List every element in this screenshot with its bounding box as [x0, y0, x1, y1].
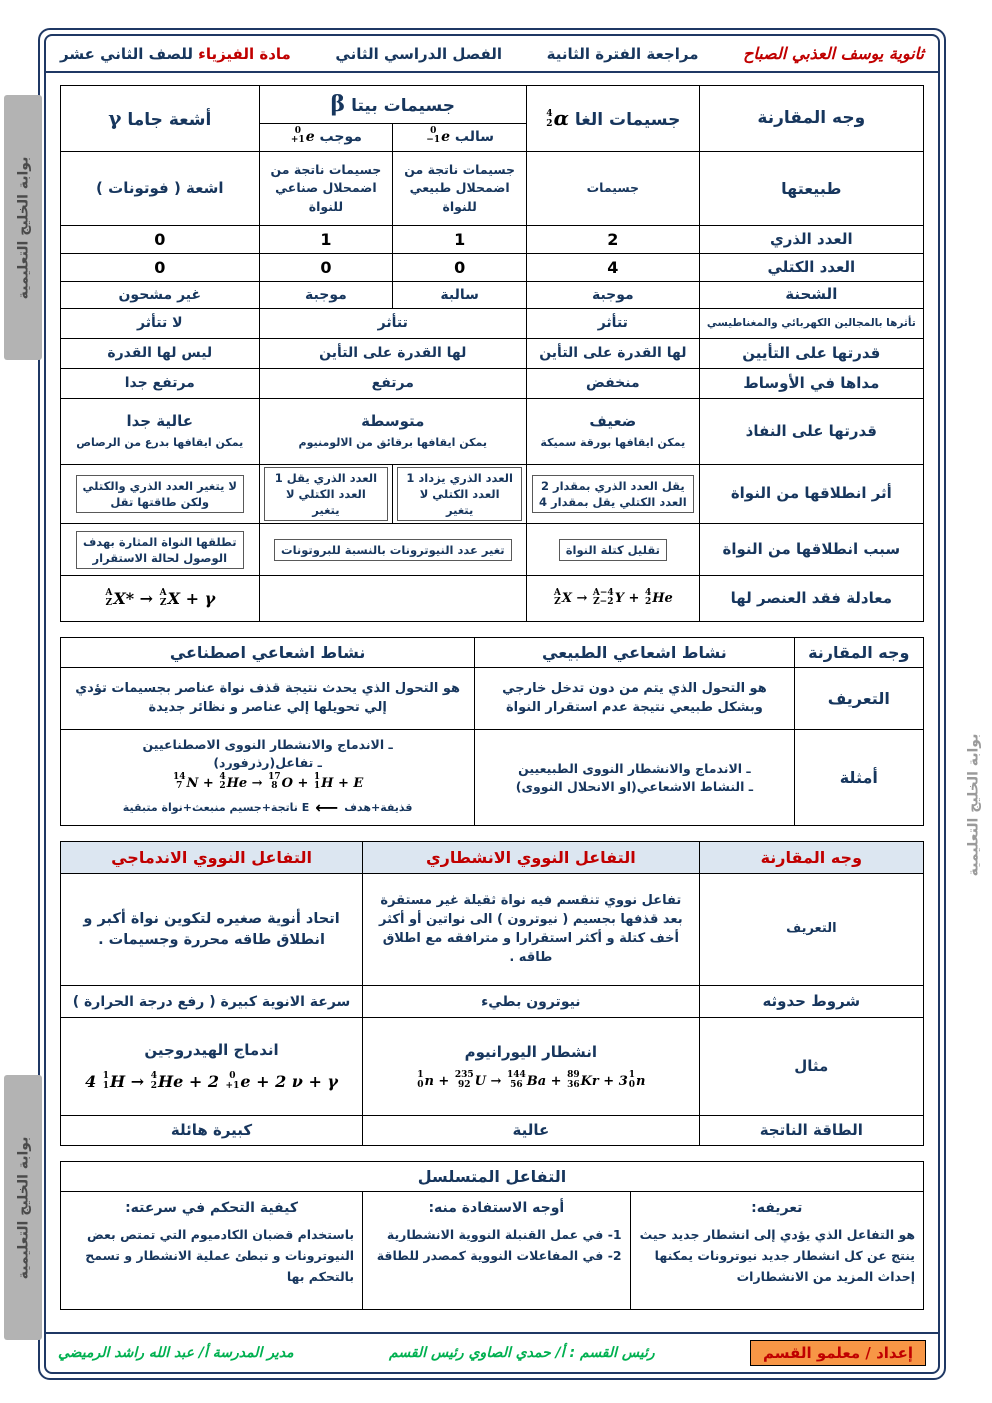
chain-reaction-table — [60, 1161, 924, 1310]
radioactivity-comparison-table — [60, 637, 924, 826]
page-header — [46, 36, 938, 73]
cell-example-fusion: اندماج الهيدروجين 4 1 1 H → 4 2 He + 2 0 +1 e + 2 ν + γ — [61, 1018, 363, 1116]
cell-chain-definition — [630, 1192, 923, 1310]
row-label-penetration: قدرتها على النفاذ — [699, 399, 923, 465]
row-label-definition: التعريف — [794, 668, 923, 730]
long-arrow-icon: ⟵ — [315, 798, 339, 818]
cell-ionization-gamma: ليس لها القدرة — [61, 339, 260, 369]
cell-reason-alpha: تقليل كتلة النواة — [527, 524, 700, 576]
cell-mass-beta-negative: 0 — [393, 254, 527, 282]
cell-chain-uses — [363, 1192, 631, 1310]
row-label-energy: الطاقة الناتجة — [699, 1116, 923, 1146]
beta-symbol: β — [330, 90, 346, 117]
chain-use-item: 1- في عمل القنبلة النووية الانشطارية — [386, 1226, 622, 1242]
chain-use-item: 2- في المفاعلات النووية كمصدر للطاقة — [376, 1247, 622, 1263]
beta-positive-symbol: 0 +1 e — [290, 125, 315, 146]
cell-conditions-fusion: سرعة الانوية كبيرة ( رفع درجة الحرارة ) — [61, 986, 363, 1018]
cell-definition-artificial: هو التحول الذي يحدث نتيجة قذف نواة عناصر بجسيمات تؤدي إلي تحويلها إلي عناصر و نظائر جديدة — [61, 668, 475, 730]
row-label-atomic-number: العدد الذري — [699, 226, 923, 254]
cell-effect-beta-negative: العدد الذري يزداد 1 العدد الكتلي لا يتغير — [393, 465, 527, 524]
beta-negative-symbol: 0 −1 e — [426, 125, 451, 146]
cell-atomic-gamma: 0 — [61, 226, 260, 254]
row-label-fields: تأثرها بالمجالين الكهربائي والمغناطيسي — [699, 309, 923, 339]
header-beta-negative: سالب 0 −1 e — [393, 124, 527, 152]
watermark-text: بوابة الخليج التعليمية — [15, 1136, 31, 1279]
cell-reason-beta: تغير عدد النيوترونات بالنسبة للبروتونات — [259, 524, 527, 576]
fission-fusion-comparison-table — [60, 841, 924, 1146]
cell-equation-alpha — [527, 576, 700, 622]
principal-signature: مدير المدرسة أ/ عبد الله راشد الرميضي — [58, 1345, 294, 1361]
cell-equation-beta — [259, 576, 527, 622]
cell-charge-gamma: غير مشحون — [61, 282, 260, 309]
subject-name: مادة الفيزياء — [198, 45, 291, 63]
cell-nature-gamma: اشعة ( فوتونات ) — [61, 152, 260, 226]
row-label-range: مداها في الأوساط — [699, 369, 923, 399]
cell-penetration-beta: متوسطة يمكن ايقافها برقائق من الالومنيوم — [259, 399, 527, 465]
cell-effect-beta-positive: العدد الذري يقل 1 العدد الكتلي لا يتغير — [259, 465, 393, 524]
header-natural-activity: نشاط اشعاعي الطبيعي — [475, 638, 794, 668]
header-fission: التفاعل النووي الانشطاري — [363, 842, 700, 874]
cell-fields-alpha: تتأثر — [527, 309, 700, 339]
cell-penetration-gamma: عالية جدا يمكن ايقافها بدرع من الرصاص — [61, 399, 260, 465]
watermark-text: بوابة الخليج التعليمية — [965, 733, 981, 877]
row-label-definition: التعريف — [699, 874, 923, 986]
semester-title: الفصل الدراسي الثاني — [335, 44, 503, 63]
cell-effect-alpha: يقل العدد الذري بمقدار 2 العدد الكتلي يقل بمقدار 4 — [527, 465, 700, 524]
cell-ionization-alpha: لها القدرة على التأين — [527, 339, 700, 369]
fission-equation: 1 0 n + 235 92 U → 144 56 Ba + 89 36 Kr + 3 1 0 n — [417, 1070, 646, 1090]
cell-atomic-beta-positive: 1 — [259, 226, 393, 254]
cell-ionization-beta: لها القدرة على التأين — [259, 339, 527, 369]
school-name: ثانوية يوسف العذبي الصباح — [743, 44, 924, 63]
cell-definition-natural: هو التحول الذي يتم من دون تدخل خارجي وبشكل طبيعي نتيجة عدم استقرار النواة — [475, 668, 794, 730]
chain-definition-label: تعريفه: — [751, 1200, 803, 1217]
department-head-signature: رئيس القسم : أ/ حمدي الصاوي رئيس القسم — [389, 1345, 655, 1361]
cell-charge-alpha: موجبة — [527, 282, 700, 309]
cell-energy-fission: عالية — [363, 1116, 700, 1146]
reaction-note: قذيفة+هدف ⟵ E ناتجة+جسيم منبعث+نواة متبقية — [65, 796, 470, 819]
cell-range-alpha: منخفض — [527, 369, 700, 399]
cell-example-fission: انشطار اليورانيوم 1 0 n + 235 92 U → 144 56 Ba + 89 36 Kr + 3 1 0 n — [363, 1018, 700, 1116]
chain-control-label: كيفية التحكم في سرعته: — [125, 1200, 298, 1217]
watermark-left-top — [4, 95, 42, 360]
cell-range-beta: مرتفع — [259, 369, 527, 399]
alpha-symbol: 4 2 α — [546, 106, 569, 130]
header-aspect: وجه المقارنة — [794, 638, 923, 668]
cell-mass-beta-positive: 0 — [259, 254, 393, 282]
cell-atomic-beta-negative: 1 — [393, 226, 527, 254]
header-aspect: وجه المقارنة — [699, 842, 923, 874]
cell-nature-beta-positive: جسيمات ناتجة من اضمحلال صناعي للنواة — [259, 152, 393, 226]
chain-uses-label: أوجه الاستفادة منه: — [428, 1200, 565, 1217]
chain-control-text: باستخدام قضبان الكادميوم التي تمتص بعض النيوترونات و تبطئ عملية الانشطار و تسمح بالتحكم بها — [85, 1226, 355, 1285]
cell-penetration-alpha: ضعيف يمكن ايقافها بورقة سميكة — [527, 399, 700, 465]
cell-reason-gamma: تطلقها النواة المثارة بهدف الوصول لحالة الاستقرار — [61, 524, 260, 576]
cell-atomic-alpha: 2 — [527, 226, 700, 254]
chain-definition-text: هو التفاعل الذي يؤدي إلى انشطار جديد حيث ينتج عن كل انشطار جديد نيوترونات يمكنها إحداث المزيد من الانشطارات — [639, 1226, 915, 1285]
fusion-equation: 4 1 1 H → 4 2 He + 2 0 +1 e + 2 ν + γ — [85, 1071, 338, 1092]
prepared-by-badge: إعداد / معلمو القسم — [750, 1340, 926, 1366]
cell-examples-natural: ـ الاندماج والانشطار النووى الطبيعيين ـ النشاط الاشعاعي(او الانحلال النووى) — [475, 730, 794, 826]
cell-range-gamma: مرتفع جدا — [61, 369, 260, 399]
header-beta: جسيمات بيتا β — [259, 86, 527, 124]
cell-nature-beta-negative: جسيمات ناتجة من اضمحلال طبيعي للنواة — [393, 152, 527, 226]
header-artificial-activity: نشاط اشعاعي اصطناعي — [61, 638, 475, 668]
grade-name: للصف الثاني عشر — [60, 45, 194, 63]
header-aspect: وجه المقارنة — [699, 86, 923, 152]
watermark-right — [954, 690, 992, 920]
chain-reaction-title: التفاعل المتسلسل — [61, 1162, 924, 1192]
cell-nature-alpha: جسيمات — [527, 152, 700, 226]
gamma-decay-equation: A Z X* → A Z X + γ — [105, 588, 216, 609]
page-footer — [46, 1332, 938, 1372]
watermark-left-bottom — [4, 1075, 42, 1340]
header-gamma: أشعة جاما γ — [61, 86, 260, 152]
chain-uses-list — [371, 1224, 622, 1267]
row-label-ionization: قدرتها على التأيين — [699, 339, 923, 369]
header-alpha: جسيمات الغا 4 2 α — [527, 86, 700, 152]
subject-grade — [60, 44, 291, 63]
row-label-charge: الشحنة — [699, 282, 923, 309]
page-content — [46, 73, 938, 1332]
cell-mass-alpha: 4 — [527, 254, 700, 282]
row-label-decay-equation: معادلة فقد العنصر لها — [699, 576, 923, 622]
watermark-text: بوابة الخليج التعليمية — [15, 156, 31, 299]
row-label-examples: أمثلة — [794, 730, 923, 826]
gamma-symbol: γ — [108, 106, 122, 130]
cell-examples-artificial: ـ الاندماج والانشطار النووى الاصطناعيين ـ تفاعل(رذرفورد) 14 7 N + 4 2 He → 17 8 O + 1 1 H + E قذيفة+هدف ⟵ E ناتجة+جسيم منبعث+نواة متبقية — [61, 730, 475, 826]
header-fusion: التفاعل النووي الاندماجي — [61, 842, 363, 874]
rutherford-equation: 14 7 N + 4 2 He → 17 8 O + 1 1 H + E — [172, 771, 364, 792]
alpha-decay-equation: A Z X → A−4 Z−2 Y + 4 2 He — [553, 587, 673, 607]
cell-definition-fusion: اتحاد أنوية صغيره لتكوين نواة أكبر و انطلاق طاقه محررة وجسيمات . — [61, 874, 363, 986]
page-frame — [38, 28, 946, 1380]
row-label-effect: أثر انطلاقها من النواة — [699, 465, 923, 524]
row-label-reason: سبب انطلاقها من النواة — [699, 524, 923, 576]
cell-chain-control — [61, 1192, 363, 1310]
cell-effect-gamma: لا يتغير العدد الذري والكتلي ولكن طاقتها تقل — [61, 465, 260, 524]
row-label-example: مثال — [699, 1018, 923, 1116]
row-label-conditions: شروط حدوثه — [699, 986, 923, 1018]
page-frame-inner — [44, 34, 940, 1374]
cell-fields-gamma: لا تتأثر — [61, 309, 260, 339]
review-title: مراجعة الفترة الثانية — [546, 44, 699, 63]
radiation-comparison-table — [60, 85, 924, 622]
row-label-mass-number: العدد الكتلي — [699, 254, 923, 282]
cell-fields-beta: تتأثر — [259, 309, 527, 339]
cell-equation-gamma — [61, 576, 260, 622]
cell-charge-beta-positive: موجبة — [259, 282, 393, 309]
cell-mass-gamma: 0 — [61, 254, 260, 282]
cell-definition-fission: تفاعل نووي تنقسم فيه نواة ثقيلة غير مستقرة بعد قذفها بجسيم ( نيوترون ) الى نواتين أو أكثر أخف كتلة و أكثر استقرارا و مترافقه مع اطلاق طاقه . — [363, 874, 700, 986]
cell-conditions-fission: نيوترون بطيء — [363, 986, 700, 1018]
cell-charge-beta-negative: سالبة — [393, 282, 527, 309]
header-beta-positive: موجب 0 +1 e — [259, 124, 393, 152]
cell-energy-fusion: كبيرة هائلة — [61, 1116, 363, 1146]
row-label-nature: طبيعتها — [699, 152, 923, 226]
